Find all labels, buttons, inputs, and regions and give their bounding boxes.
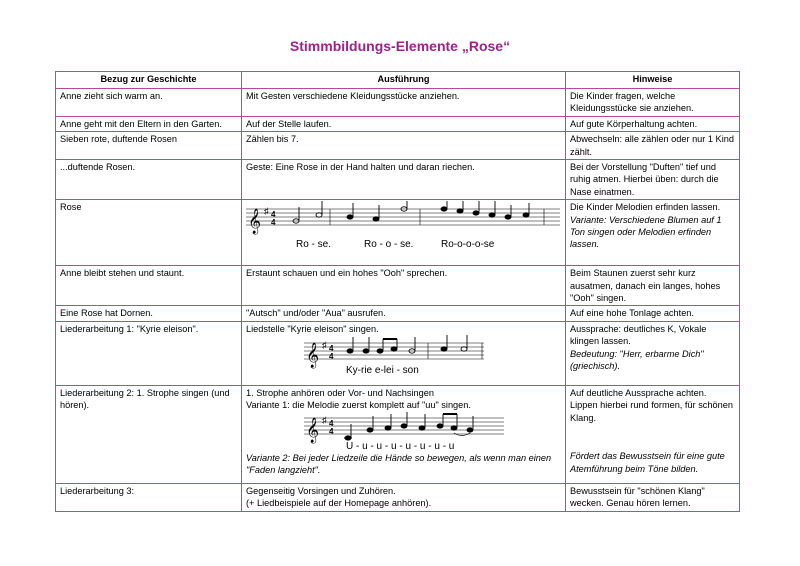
table-row: [56, 160, 740, 200]
notes-variant: Variante: Verschiedene Blumen auf 1 Ton singen oder Melodien erfinden lassen.: [570, 214, 722, 250]
table-header-row: [56, 72, 740, 89]
cell-story: Anne geht mit den Eltern in den Garten.: [56, 116, 242, 131]
svg-text:𝄞: 𝄞: [306, 342, 320, 368]
cell-story: Anne bleibt stehen und staunt.: [56, 266, 242, 306]
cell-execution: Mit Gesten verschiedene Kleidungsstücke anziehen.: [242, 89, 566, 117]
svg-text:4: 4: [329, 418, 334, 428]
svg-text:4: 4: [329, 344, 334, 354]
lyric-rose-1: Ro - se.: [296, 239, 332, 251]
execution-line-1: Gegenseitig Vorsingen und Zuhören.: [246, 485, 396, 496]
music-staff-rose: [246, 201, 560, 253]
cell-execution: [242, 385, 566, 483]
cell-notes: Beim Staunen zuerst sehr kurz ausatmen, danach ein langes, hohes "Ooh" singen.: [566, 266, 740, 306]
notes-text: Auf deutliche Aussprache achten. Lippen hierbei rund formen, für schönen Klang.: [570, 387, 733, 423]
lyric-kyrie: Ky-rie e-lei - son: [346, 365, 419, 377]
execution-line-2: Variante 1: die Melodie zuerst komplett auf "uu" singen.: [246, 400, 471, 411]
header-story: Bezug zur Geschichte: [56, 72, 242, 89]
header-execution: Ausführung: [242, 72, 566, 89]
cell-story: ...duftende Rosen.: [56, 160, 242, 200]
lyric-rose-3: Ro-o-o-o-se: [441, 239, 495, 251]
header-notes: Hinweise: [566, 72, 740, 89]
svg-text:𝄞: 𝄞: [248, 208, 262, 234]
svg-text:𝄞: 𝄞: [306, 416, 320, 442]
table-row: [56, 89, 740, 117]
notes-meaning: Bedeutung: "Herr, erbarme Dich" (griechisch).: [570, 348, 704, 372]
cell-execution: Auf der Stelle laufen.: [242, 116, 566, 131]
table-row: [56, 132, 740, 160]
svg-text:4: 4: [329, 352, 334, 362]
execution-line-2: (+ Liedbeispiele auf der Homepage anhören).: [246, 498, 432, 509]
exercise-table: [55, 71, 740, 512]
cell-notes: [566, 200, 740, 266]
cell-story: Eine Rose hat Dornen.: [56, 306, 242, 321]
cell-execution: [242, 200, 566, 266]
cell-execution: [242, 321, 566, 385]
cell-story: Liederarbeitung 1: "Kyrie eleison".: [56, 321, 242, 385]
table-row: [56, 321, 740, 385]
cell-notes: Auf eine hohe Tonlage achten.: [566, 306, 740, 321]
cell-story: Liederarbeitung 3:: [56, 483, 242, 511]
svg-text:♯: ♯: [264, 206, 269, 217]
cell-execution: Geste: Eine Rose in der Hand halten und daran riechen.: [242, 160, 566, 200]
cell-notes: Abwechseln: alle zählen oder nur 1 Kind zählt.: [566, 132, 740, 160]
cell-story: Liederarbeitung 2: 1. Strophe singen (und hören).: [56, 385, 242, 483]
notes-breathing: Fördert das Bewusstsein für eine gute Atemführung beim Töne bilden.: [570, 451, 725, 474]
cell-notes: Bei der Vorstellung "Duften" tief und ruhig atmen. Hierbei üben: durch die Nase einatmen.: [566, 160, 740, 200]
execution-text: Liedstelle "Kyrie eleison" singen.: [246, 323, 379, 334]
execution-line-1: 1. Strophe anhören oder Vor- und Nachsingen: [246, 387, 434, 398]
table-row: [56, 306, 740, 321]
svg-text:4: 4: [271, 218, 276, 228]
page-title: Stimmbildungs-Elemente „Rose“: [289, 38, 511, 54]
lyric-strophe: U - u - u - u - u - u - u - u: [346, 440, 455, 452]
cell-execution: Zählen bis 7.: [242, 132, 566, 160]
cell-story: Sieben rote, duftende Rosen: [56, 132, 242, 160]
cell-story: Anne zieht sich warm an.: [56, 89, 242, 117]
table-row: [56, 200, 740, 266]
table-row: [56, 483, 740, 511]
notes-text: Die Kinder Melodien erfinden lassen.: [570, 202, 721, 213]
svg-text:4: 4: [329, 426, 334, 436]
cell-story: Rose: [56, 200, 242, 266]
table-row: [56, 266, 740, 306]
cell-notes: Bewusstsein für "schönen Klang" wecken. Genau hören lernen.: [566, 483, 740, 511]
execution-variant-2: Variante 2: Bei jeder Liedzeile die Hände so bewegen, als wenn man einen "Faden langzieht".: [246, 452, 552, 476]
cell-notes: Auf gute Körperhaltung achten.: [566, 116, 740, 131]
table-row: [56, 116, 740, 131]
cell-notes: Die Kinder fragen, welche Kleidungsstücke sie anziehen.: [566, 89, 740, 117]
cell-notes: [566, 321, 740, 385]
table-row: [56, 385, 740, 483]
lyric-rose-2: Ro - o - se.: [364, 239, 414, 251]
svg-text:♯: ♯: [322, 414, 327, 425]
svg-text:♯: ♯: [322, 340, 327, 351]
cell-execution: [242, 483, 566, 511]
svg-text:4: 4: [271, 210, 276, 220]
cell-notes: [566, 385, 740, 483]
notes-text: Aussprache: deutliches K, Vokale klingen lassen.: [570, 323, 707, 347]
cell-execution: Erstaunt schauen und ein hohes "Ooh" sprechen.: [242, 266, 566, 306]
cell-execution: "Autsch" und/oder "Aua" ausrufen.: [242, 306, 566, 321]
